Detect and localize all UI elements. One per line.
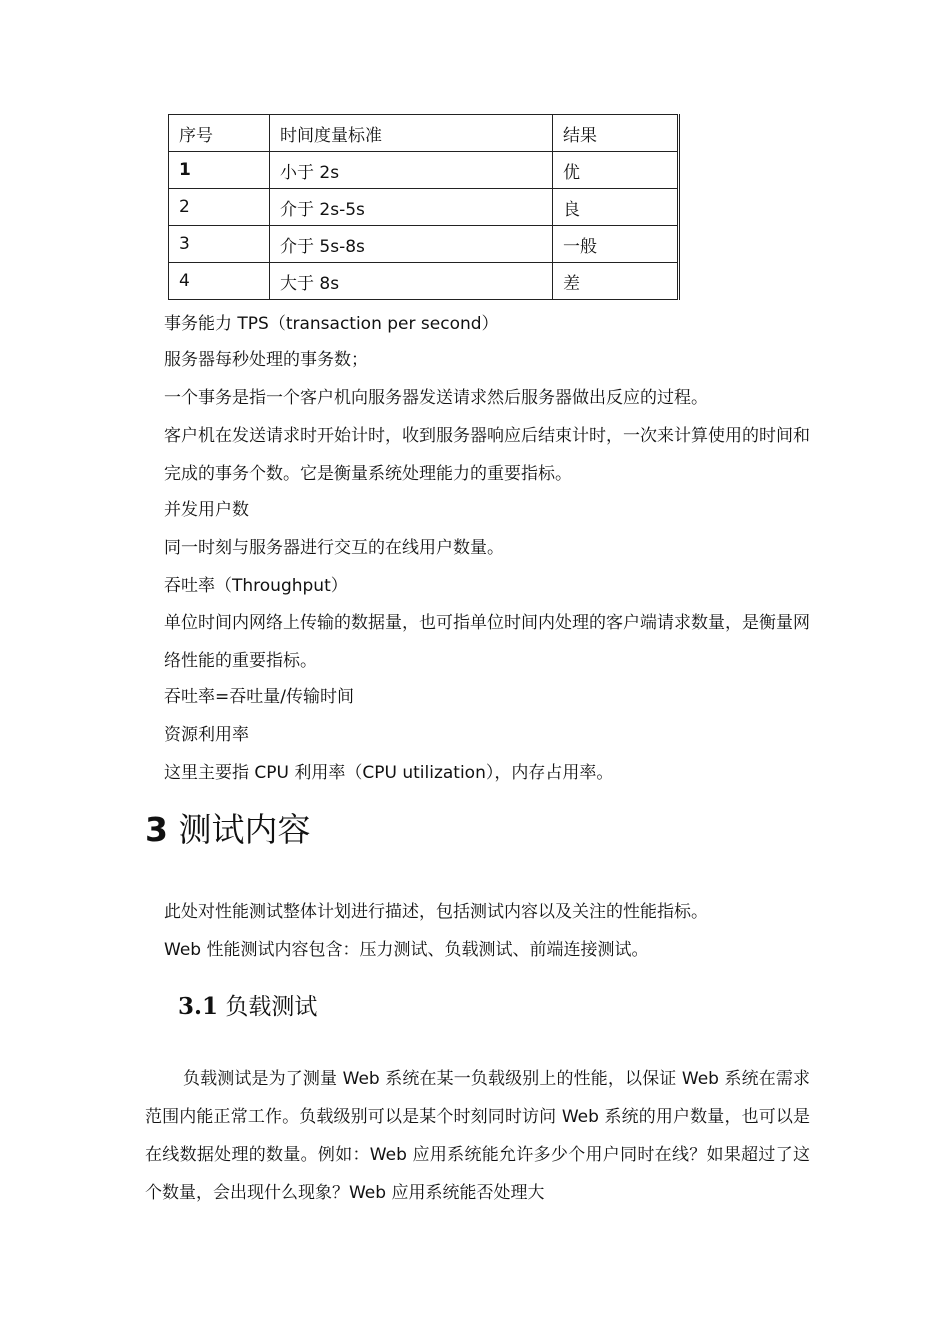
throughput-formula: 吞吐率=吞吐量/传输时间: [164, 687, 354, 707]
table-cell: 良: [553, 189, 679, 226]
table-cell: 3: [169, 226, 270, 263]
table-cell: 小于 2s: [270, 152, 553, 189]
table-cell: 差: [553, 263, 679, 300]
paragraph-text: 负载测试是为了测量 Web 系统在某一负载级别上的性能，以保证 Web 系统在需求范围内能正常工作。负载级别可以是某个时刻同时访问 Web 系统的用户数量，也可以是在线数据处理的数量。例如：Web 应用系统能允许多少个用户同时在线？如果超过了这个数量，会出现什么现象？Web 应用系统能否处理大: [145, 1069, 810, 1203]
resource-usage-heading: 资源利用率: [164, 725, 249, 745]
table-cell: 优: [553, 152, 679, 189]
table-cell: 大于 8s: [270, 263, 553, 300]
table-cell: 介于 2s-5s: [270, 189, 553, 226]
table-cell: 一般: [553, 226, 679, 263]
table-cell: 时间度量标准: [270, 115, 553, 152]
section-3-content: Web 性能测试内容包含：压力测试、负载测试、前端连接测试。: [164, 940, 649, 960]
paragraph-text: 单位时间内网络上传输的数据量，也可指单位时间内处理的客户端请求数量，是衡量网络性能的重要指标。: [164, 613, 810, 671]
throughput-paragraph: [145, 604, 810, 680]
section-title: 测试内容: [178, 810, 311, 849]
table-row: [169, 226, 679, 263]
concurrent-users-definition: 同一时刻与服务器进行交互的在线用户数量。: [164, 538, 504, 558]
tps-definition: 服务器每秒处理的事务数；: [164, 350, 368, 370]
table-cell: 介于 5s-8s: [270, 226, 553, 263]
table-cell: 2: [169, 189, 270, 226]
table-row: [169, 115, 679, 152]
section-title: 负载测试: [225, 994, 318, 1020]
section-number: 3: [145, 810, 168, 849]
paragraph-text: 客户机在发送请求时开始计时，收到服务器响应后结束计时，一次来计算使用的时间和完成的事务个数。它是衡量系统处理能力的重要指标。: [164, 426, 810, 484]
table-cell: 4: [169, 263, 270, 300]
table-cell: 结果: [553, 115, 679, 152]
throughput-heading: 吞吐率（Throughput）: [164, 576, 348, 596]
tps-heading: 事务能力 TPS（transaction per second）: [164, 314, 499, 334]
table-row: [169, 189, 679, 226]
table-row: [169, 152, 679, 189]
table-cell: 1: [169, 152, 270, 189]
section-3-1-heading: [178, 988, 317, 1026]
table-row: [169, 263, 679, 300]
transaction-timing-paragraph: [145, 417, 810, 493]
concurrent-users-heading: 并发用户数: [164, 500, 249, 520]
section-3-intro: 此处对性能测试整体计划进行描述，包括测试内容以及关注的性能指标。: [164, 902, 708, 922]
table-cell: 序号: [169, 115, 270, 152]
section-number: 3.1: [178, 993, 219, 1020]
load-test-paragraph: [145, 1060, 810, 1212]
resource-usage-definition: 这里主要指 CPU 利用率（CPU utilization），内存占用率。: [164, 763, 614, 783]
transaction-definition: 一个事务是指一个客户机向服务器发送请求然后服务器做出反应的过程。: [164, 388, 708, 408]
section-3-heading: [145, 806, 310, 854]
response-time-table: [168, 114, 680, 300]
